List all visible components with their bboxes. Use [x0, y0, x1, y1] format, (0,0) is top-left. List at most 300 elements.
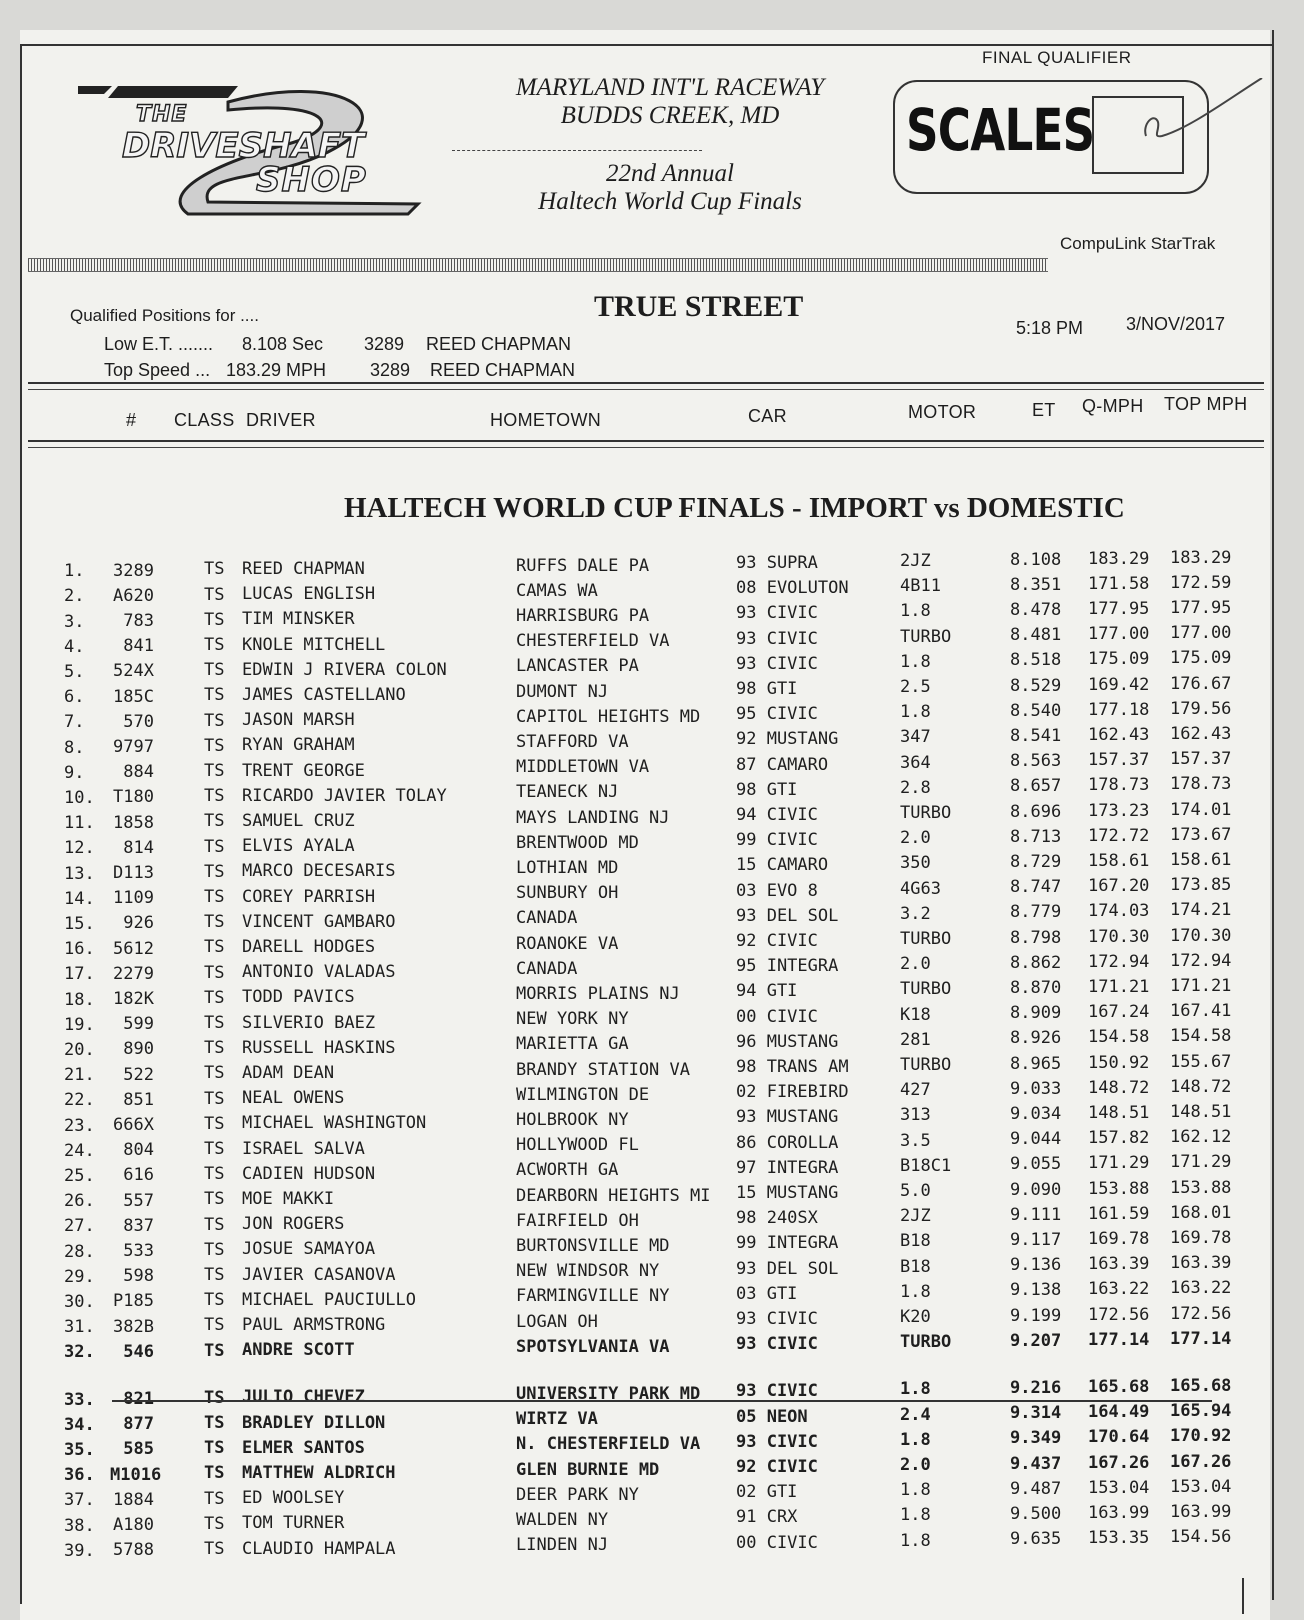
row-car-number: 182K [113, 989, 154, 1010]
row-position: 23. [64, 1115, 95, 1136]
row-car: 03 EVO 8 [736, 880, 818, 901]
row-top-mph: 171.21 [1170, 976, 1232, 997]
row-position: 8. [64, 737, 85, 758]
row-car-number: 2279 [113, 963, 154, 984]
row-car-number: 546 [123, 1341, 154, 1362]
row-car: 87 CAMARO [736, 754, 829, 775]
row-class: TS [204, 1013, 225, 1034]
row-hometown: BURTONSVILLE MD [516, 1236, 670, 1257]
low-et-label: Low E.T. ....... [104, 334, 214, 354]
row-qmph: 178.73 [1088, 775, 1150, 796]
row-car-number: D113 [113, 863, 154, 884]
row-car-number: 926 [123, 913, 154, 934]
col-header-hometown: HOMETOWN [490, 410, 602, 430]
low-et-value: 8.108 Sec [242, 334, 324, 354]
row-car-number: 524X [113, 661, 154, 682]
row-car-number: 890 [123, 1039, 154, 1060]
row-hometown: LINDEN NJ [516, 1535, 609, 1556]
row-top-mph: 174.21 [1170, 900, 1232, 921]
row-class: TS [204, 1038, 225, 1059]
row-hometown: SPOTSYLVANIA VA [516, 1336, 670, 1357]
row-et: 9.117 [1010, 1230, 1062, 1250]
row-position: 36. [64, 1465, 95, 1486]
row-position: 15. [64, 914, 95, 934]
row-class: TS [204, 1438, 225, 1459]
row-qmph: 170.64 [1088, 1427, 1150, 1448]
row-driver: BRADLEY DILLON [242, 1412, 386, 1433]
row-position: 31. [64, 1317, 95, 1338]
row-hometown: WALDEN NY [516, 1510, 609, 1531]
row-driver: ANDRE SCOTT [242, 1340, 355, 1361]
row-car: 93 DEL SOL [736, 905, 839, 926]
row-driver: KNOLE MITCHELL [242, 634, 386, 655]
row-driver: JASON MARSH [242, 710, 355, 731]
row-car: 93 CIVIC [736, 628, 818, 649]
row-car-number: 3289 [113, 560, 154, 581]
row-et: 8.518 [1010, 650, 1062, 671]
row-car: 93 CIVIC [736, 1308, 818, 1329]
venue-name: MARYLAND INT'L RACEWAY [515, 74, 825, 101]
row-class: TS [204, 1340, 225, 1361]
row-et: 9.111 [1010, 1204, 1062, 1225]
row-driver: COREY PARRISH [242, 886, 376, 907]
row-top-mph: 165.68 [1170, 1376, 1232, 1397]
row-position: 2. [64, 586, 85, 607]
row-hometown: CHESTERFIELD VA [516, 631, 670, 652]
row-et: 9.055 [1010, 1154, 1062, 1175]
row-top-mph: 158.61 [1170, 850, 1232, 871]
handwritten-check-mark [1140, 78, 1266, 158]
row-top-mph: 168.01 [1170, 1202, 1232, 1223]
row-car-number: M1016 [110, 1464, 162, 1485]
row-driver: NEAL OWENS [242, 1088, 345, 1109]
row-car: 95 CIVIC [736, 704, 818, 725]
row-car: 96 MUSTANG [736, 1031, 839, 1052]
row-et: 9.207 [1010, 1330, 1062, 1351]
row-driver: MOE MAKKI [242, 1189, 335, 1210]
row-motor: TURBO [900, 802, 952, 823]
row-hometown: CANADA [516, 958, 578, 979]
row-hometown: SUNBURY OH [516, 883, 619, 904]
row-car-number: 821 [123, 1389, 154, 1410]
row-class: TS [204, 1239, 225, 1260]
row-car-number: 814 [123, 837, 154, 858]
row-hometown: GLEN BURNIE MD [516, 1459, 660, 1480]
row-top-mph: 173.67 [1170, 824, 1232, 845]
row-top-mph: 171.29 [1170, 1152, 1232, 1173]
row-qmph: 150.92 [1088, 1052, 1150, 1073]
row-top-mph: 178.73 [1170, 774, 1232, 795]
row-position: 33. [64, 1389, 95, 1410]
row-motor: 2.8 [900, 777, 931, 798]
row-position: 11. [64, 813, 95, 834]
venue-location: BUDDS CREEK, MD [560, 102, 780, 129]
row-et: 8.108 [1010, 549, 1062, 570]
row-motor: K20 [900, 1306, 931, 1327]
col-header-top-mph: TOP MPH [1164, 394, 1248, 414]
row-motor: 1.8 [900, 1480, 931, 1501]
row-class: TS [204, 786, 225, 807]
row-motor: 4B11 [900, 576, 941, 597]
row-position: 20. [64, 1040, 95, 1060]
row-class: TS [204, 1513, 225, 1534]
row-hometown: HARRISBURG PA [516, 606, 650, 627]
frame-left-border [20, 44, 22, 1604]
row-class: TS [204, 761, 225, 782]
row-top-mph: 148.72 [1170, 1076, 1232, 1097]
row-hometown: ACWORTH GA [516, 1160, 619, 1181]
row-et: 8.529 [1010, 675, 1062, 696]
row-motor: B18 [900, 1256, 931, 1277]
row-class: TS [204, 1413, 225, 1434]
row-car: 93 MUSTANG [736, 1107, 839, 1128]
low-et-driver: REED CHAPMAN [426, 334, 572, 354]
row-et: 8.862 [1010, 952, 1062, 973]
top-speed-car-number: 3289 [370, 360, 411, 380]
row-et: 9.314 [1010, 1403, 1062, 1424]
row-position: 12. [64, 838, 95, 859]
row-hometown: LOGAN OH [516, 1311, 598, 1332]
row-driver: ELVIS AYALA [242, 836, 355, 857]
col-header-car: CAR [748, 406, 787, 426]
row-top-mph: 179.56 [1170, 698, 1232, 719]
row-car: 93 CIVIC [736, 653, 818, 674]
row-car-number: 666X [113, 1115, 154, 1136]
row-car-number: 1884 [113, 1489, 154, 1510]
row-qmph: 165.68 [1088, 1377, 1150, 1398]
row-et: 9.199 [1010, 1305, 1062, 1326]
row-driver: ED WOOLSEY [242, 1488, 345, 1509]
row-position: 19. [64, 1014, 95, 1035]
row-et: 8.729 [1010, 852, 1062, 872]
row-car-number: 570 [123, 711, 154, 732]
row-position: 22. [64, 1090, 95, 1111]
row-driver: JOSUE SAMAYOA [242, 1239, 376, 1260]
frame-right-border [1272, 30, 1274, 1600]
row-et: 9.044 [1010, 1129, 1062, 1150]
row-position: 25. [64, 1166, 95, 1186]
row-top-mph: 177.00 [1170, 623, 1232, 644]
row-driver: TOM TURNER [242, 1513, 345, 1534]
row-qmph: 169.78 [1088, 1229, 1150, 1250]
row-hometown: WIRTZ VA [516, 1409, 598, 1430]
row-class: TS [204, 1387, 225, 1408]
row-qmph: 174.03 [1088, 901, 1150, 922]
row-qmph: 161.59 [1088, 1203, 1150, 1224]
row-top-mph: 173.85 [1170, 875, 1232, 896]
row-class: TS [204, 1463, 225, 1484]
row-motor: 281 [900, 1029, 931, 1050]
row-top-mph: 165.94 [1170, 1401, 1232, 1422]
row-hometown: MARIETTA GA [516, 1034, 629, 1055]
row-car-number: 557 [123, 1190, 154, 1211]
row-driver: LUCAS ENGLISH [242, 584, 376, 605]
row-top-mph: 162.12 [1170, 1127, 1232, 1148]
row-hometown: NEW WINDSOR NY [516, 1261, 660, 1282]
row-motor: 1.8 [900, 702, 931, 723]
row-hometown: HOLBROOK NY [516, 1110, 629, 1131]
row-car: 08 EVOLUTON [736, 578, 849, 599]
row-top-mph: 177.14 [1170, 1328, 1232, 1349]
row-hometown: NEW YORK NY [516, 1009, 629, 1030]
row-car-number: A620 [113, 585, 154, 606]
row-position: 37. [64, 1490, 95, 1511]
row-hometown: LANCASTER PA [516, 656, 639, 677]
row-position: 39. [64, 1540, 95, 1561]
row-hometown: WILMINGTON DE [516, 1084, 650, 1105]
row-driver: TRENT GEORGE [242, 760, 365, 781]
row-car-number: 522 [123, 1064, 154, 1085]
row-hometown: STAFFORD VA [516, 732, 629, 753]
row-top-mph: 155.67 [1170, 1051, 1232, 1072]
row-hometown: FAIRFIELD OH [516, 1210, 639, 1231]
row-class: TS [204, 962, 225, 983]
row-qmph: 163.99 [1088, 1503, 1150, 1524]
row-qmph: 163.39 [1088, 1254, 1150, 1275]
row-qmph: 172.94 [1088, 951, 1150, 972]
row-car-number: 5788 [113, 1540, 154, 1561]
row-position: 28. [64, 1241, 95, 1262]
row-position: 32. [64, 1342, 95, 1363]
row-car-number: 841 [123, 636, 154, 657]
row-car-number: 9797 [113, 737, 154, 758]
row-position: 14. [64, 888, 95, 909]
row-top-mph: 170.92 [1170, 1426, 1232, 1447]
row-position: 9. [64, 762, 85, 783]
row-position: 5. [64, 662, 85, 682]
row-top-mph: 153.04 [1170, 1476, 1232, 1497]
row-motor: TURBO [900, 1332, 952, 1353]
row-car: 94 CIVIC [736, 804, 818, 825]
row-driver: PAUL ARMSTRONG [242, 1315, 386, 1336]
row-position: 26. [64, 1191, 95, 1212]
frame-top-border [20, 44, 1274, 46]
row-motor: 347 [900, 727, 931, 748]
row-position: 34. [64, 1414, 95, 1435]
row-motor: 364 [900, 752, 931, 773]
row-class: TS [204, 735, 225, 756]
row-hometown: DEARBORN HEIGHTS MI [516, 1185, 711, 1206]
row-top-mph: 172.94 [1170, 950, 1232, 971]
row-driver: MICHAEL WASHINGTON [242, 1113, 427, 1134]
row-car: 86 COROLLA [736, 1132, 839, 1153]
row-driver: MARCO DECESARIS [242, 861, 396, 882]
row-motor: 2.0 [900, 1454, 931, 1475]
row-motor: B18 [900, 1231, 931, 1252]
row-hometown: DUMONT NJ [516, 681, 609, 702]
row-class: TS [204, 559, 225, 580]
row-car: 93 CIVIC [736, 1381, 818, 1402]
qualified-positions-label: Qualified Positions for .... [70, 306, 259, 325]
low-et-car-number: 3289 [364, 334, 405, 354]
row-car-number: 616 [123, 1165, 154, 1186]
row-driver: ISRAEL SALVA [242, 1138, 365, 1159]
col-header-num: # [126, 410, 137, 430]
row-class: TS [204, 685, 225, 706]
event-edition: 22nd Annual [605, 160, 734, 187]
row-motor: 313 [900, 1105, 931, 1126]
row-car-number: 851 [123, 1089, 154, 1110]
row-car: 97 INTEGRA [736, 1157, 839, 1178]
row-car: 93 CIVIC [736, 1334, 818, 1355]
row-et: 8.478 [1010, 600, 1062, 620]
row-qmph: 171.58 [1088, 573, 1150, 594]
qualifier-cutoff-line [112, 1400, 1212, 1402]
row-position: 17. [64, 964, 95, 985]
row-motor: 2JZ [900, 550, 931, 571]
row-position: 4. [64, 636, 85, 657]
row-driver: JULIO CHEVEZ [242, 1387, 365, 1408]
row-qmph: 148.72 [1088, 1077, 1150, 1098]
row-hometown: UNIVERSITY PARK MD [516, 1384, 701, 1405]
row-car-number: 837 [123, 1215, 154, 1236]
row-driver: ADAM DEAN [242, 1063, 335, 1084]
row-car: 93 CIVIC [736, 603, 818, 624]
row-motor: K18 [900, 1004, 931, 1025]
row-qmph: 177.14 [1088, 1329, 1150, 1350]
row-motor: 1.8 [900, 1505, 931, 1526]
row-et: 9.138 [1010, 1280, 1062, 1301]
class-title: TRUE STREET [594, 290, 804, 323]
row-hometown: MORRIS PLAINS NJ [516, 984, 680, 1005]
row-car-number: 185C [113, 686, 154, 707]
row-car: 98 GTI [736, 678, 798, 699]
row-top-mph: 167.26 [1170, 1451, 1232, 1472]
row-qmph: 172.72 [1088, 825, 1150, 846]
row-car: 92 MUSTANG [736, 729, 839, 750]
row-qmph: 157.82 [1088, 1128, 1150, 1149]
row-car: 93 DEL SOL [736, 1258, 839, 1279]
row-car: 15 CAMARO [736, 855, 829, 876]
row-et: 8.747 [1010, 877, 1062, 898]
row-driver: EDWIN J RIVERA COLON [242, 659, 447, 680]
row-top-mph: 177.95 [1170, 598, 1232, 619]
row-car: 98 GTI [736, 779, 798, 800]
row-car: 92 CIVIC [736, 1456, 818, 1477]
row-class: TS [204, 811, 225, 832]
row-hometown: FARMINGVILLE NY [516, 1286, 670, 1307]
row-car: 15 MUSTANG [736, 1182, 839, 1203]
top-speed-driver: REED CHAPMAN [430, 360, 576, 380]
row-qmph: 175.09 [1088, 649, 1150, 670]
row-class: TS [204, 1488, 225, 1509]
row-qmph: 154.58 [1088, 1027, 1150, 1048]
row-hometown: N. CHESTERFIELD VA [516, 1434, 701, 1455]
row-driver: TIM MINSKER [242, 609, 355, 630]
row-position: 30. [64, 1292, 95, 1312]
row-class: TS [204, 1214, 225, 1235]
row-position: 10. [64, 788, 95, 808]
row-position: 6. [64, 687, 85, 708]
row-et: 8.779 [1010, 902, 1062, 923]
row-driver: DARELL HODGES [242, 937, 376, 958]
row-position: 18. [64, 989, 95, 1010]
row-motor: 3.5 [900, 1130, 931, 1151]
row-class: TS [204, 1290, 225, 1311]
row-car: 93 SUPRA [736, 552, 818, 573]
row-et: 8.798 [1010, 927, 1062, 948]
row-driver: JON ROGERS [242, 1214, 345, 1235]
row-driver: CLAUDIO HAMPALA [242, 1538, 396, 1559]
row-motor: TURBO [900, 1054, 952, 1075]
row-class: TS [204, 1113, 225, 1134]
row-top-mph: 183.29 [1170, 547, 1232, 568]
row-hometown: CAMAS WA [516, 580, 598, 601]
row-et: 9.216 [1010, 1378, 1062, 1398]
row-class: TS [204, 710, 225, 731]
header-rule-top-2 [28, 389, 1264, 390]
col-header-qmph: Q-MPH [1082, 396, 1144, 416]
row-driver: RICARDO JAVIER TOLAY [242, 785, 447, 806]
row-motor: 3.2 [900, 903, 931, 924]
row-motor: 1.8 [900, 651, 931, 672]
section-title: HALTECH WORLD CUP FINALS - IMPORT vs DOMESTIC [344, 492, 1125, 524]
row-driver: JAVIER CASANOVA [242, 1264, 396, 1285]
row-et: 8.657 [1010, 776, 1062, 797]
row-et: 9.437 [1010, 1453, 1062, 1474]
row-driver: SILVERIO BAEZ [242, 1012, 376, 1033]
row-motor: TURBO [900, 979, 952, 1000]
row-top-mph: 175.09 [1170, 648, 1232, 669]
row-driver: RYAN GRAHAM [242, 735, 355, 756]
col-header-et: ET [1032, 400, 1056, 420]
row-motor: 4G63 [900, 878, 941, 899]
row-position: 38. [64, 1515, 95, 1536]
row-motor: TURBO [900, 626, 952, 647]
row-et: 9.487 [1010, 1478, 1062, 1499]
row-motor: 5.0 [900, 1180, 931, 1201]
row-motor: 350 [900, 853, 931, 874]
row-position: 27. [64, 1216, 95, 1237]
row-et: 8.563 [1010, 751, 1062, 772]
row-qmph: 167.26 [1088, 1452, 1150, 1473]
row-car-number: 783 [123, 611, 154, 632]
row-qmph: 158.61 [1088, 851, 1150, 872]
row-qmph: 171.21 [1088, 977, 1150, 998]
row-car: 99 CIVIC [736, 830, 818, 851]
row-car-number: 599 [123, 1014, 154, 1035]
row-et: 9.136 [1010, 1255, 1062, 1276]
row-car: 94 GTI [736, 981, 798, 1002]
row-motor: TURBO [900, 928, 952, 949]
row-motor: 2.5 [900, 676, 931, 697]
row-hometown: HOLLYWOOD FL [516, 1135, 639, 1156]
row-car: 98 240SX [736, 1208, 818, 1229]
row-car: 98 TRANS AM [736, 1056, 849, 1077]
row-car-number: P185 [113, 1291, 154, 1312]
row-top-mph: 169.78 [1170, 1228, 1232, 1249]
dotted-separator-band [28, 258, 1048, 272]
row-qmph: 169.42 [1088, 674, 1150, 695]
row-driver: MATTHEW ALDRICH [242, 1463, 396, 1484]
row-driver: TODD PAVICS [242, 987, 355, 1008]
row-qmph: 177.95 [1088, 599, 1150, 620]
row-top-mph: 157.37 [1170, 749, 1232, 770]
row-hometown: TEANECK NJ [516, 782, 619, 803]
row-hometown: RUFFS DALE PA [516, 555, 650, 576]
col-header-class: CLASS [174, 410, 235, 430]
row-driver: RUSSELL HASKINS [242, 1037, 396, 1058]
final-qualifier-label: FINAL QUALIFIER [982, 48, 1132, 67]
row-position: 16. [64, 939, 95, 960]
row-class: TS [204, 937, 225, 958]
row-car: 95 INTEGRA [736, 956, 839, 977]
row-position: 13. [64, 863, 95, 884]
row-hometown: BRENTWOOD MD [516, 832, 639, 853]
row-et: 9.349 [1010, 1428, 1062, 1449]
row-car-number: T180 [113, 787, 154, 808]
row-car-number: 5612 [113, 938, 154, 959]
